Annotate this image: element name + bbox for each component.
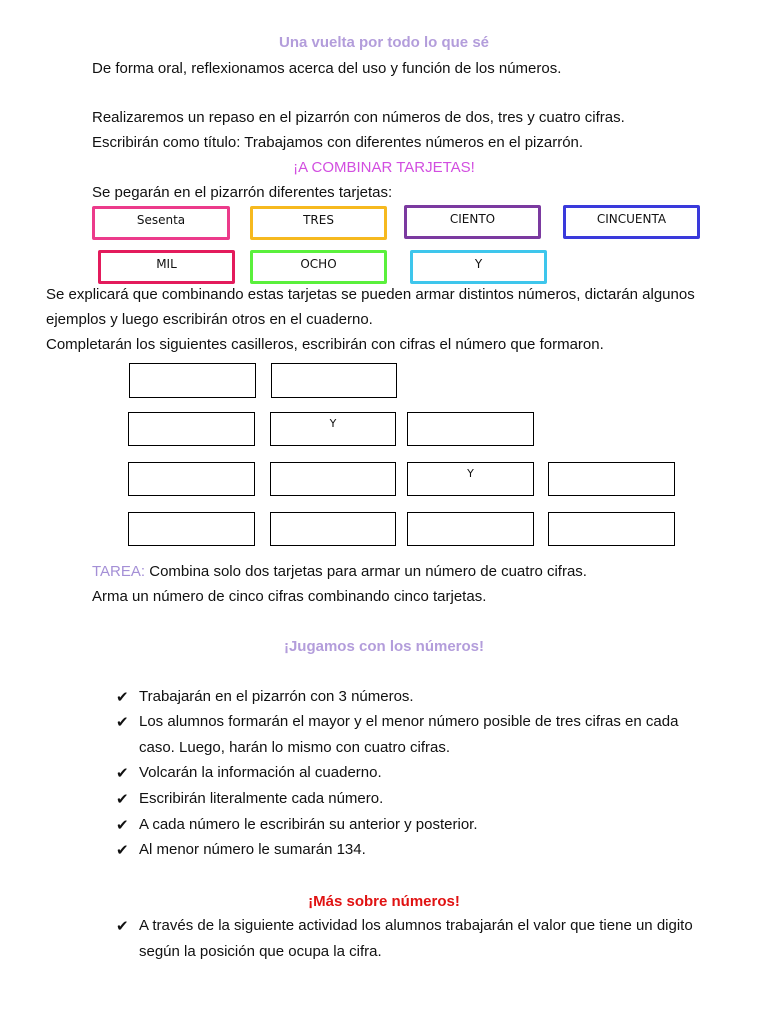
check-icon: ✔	[116, 688, 129, 706]
check-icon: ✔	[116, 764, 129, 782]
check-icon: ✔	[116, 917, 129, 935]
list-item: Al menor número le sumarán 134.	[139, 841, 366, 858]
list-item: Trabajarán en el pizarrón con 3 números.	[139, 688, 414, 705]
check-icon: ✔	[116, 790, 129, 808]
answer-box[interactable]	[407, 512, 534, 546]
tarea-line-2: Arma un número de cinco cifras combinando cinco tarjetas.	[92, 588, 487, 605]
card-sesenta: Sesenta	[92, 206, 230, 240]
list-item: A través de la siguiente actividad los alumnos trabajarán el valor que tiene un digito	[139, 917, 693, 934]
answer-box[interactable]	[270, 512, 396, 546]
check-icon: ✔	[116, 841, 129, 859]
answer-box[interactable]	[128, 462, 255, 496]
list-item: Los alumnos formarán el mayor y el menor número posible de tres cifras en cada	[139, 713, 679, 730]
tarea-line-1	[92, 563, 587, 581]
complete-text: Completarán los siguientes casilleros, escribirán con cifras el número que formaron.	[46, 336, 604, 353]
card-ocho: OCHO	[250, 250, 387, 284]
answer-box[interactable]: Y	[407, 462, 534, 496]
heading-combinar-tarjetas: ¡A COMBINAR TARJETAS!	[293, 159, 475, 176]
answer-box[interactable]	[128, 512, 255, 546]
check-icon: ✔	[116, 816, 129, 834]
answer-box[interactable]: Y	[270, 412, 396, 446]
check-icon: ✔	[116, 713, 129, 731]
heading-una-vuelta: Una vuelta por todo lo que sé	[278, 34, 490, 51]
list-item: Escribirán literalmente cada número.	[139, 790, 384, 807]
cards-intro-text: Se pegarán en el pizarrón diferentes tarjetas:	[92, 184, 393, 201]
answer-box[interactable]	[548, 462, 675, 496]
repaso-text: Realizaremos un repaso en el pizarrón con números de dos, tres y cuatro cifras.	[92, 109, 625, 126]
answer-box[interactable]	[407, 412, 534, 446]
answer-box[interactable]	[270, 462, 396, 496]
tarea-label: TAREA:	[92, 563, 146, 580]
answer-box[interactable]	[271, 363, 397, 398]
explain-line-1: Se explicará que combinando estas tarjetas se pueden armar distintos números, dictarán algunos	[46, 286, 695, 303]
list-item-continuation: según la posición que ocupa la cifra.	[139, 943, 382, 960]
card-cincuenta: CINCUENTA	[563, 205, 700, 239]
answer-box[interactable]	[548, 512, 675, 546]
card-ciento: CIENTO	[404, 205, 541, 239]
list-item: Volcarán la información al cuaderno.	[139, 764, 382, 781]
heading-jugamos: ¡Jugamos con los números!	[283, 638, 485, 655]
intro-text: De forma oral, reflexionamos acerca del uso y función de los números.	[92, 60, 562, 77]
card-y: Y	[410, 250, 547, 284]
card-mil: MIL	[98, 250, 235, 284]
heading-mas-sobre-numeros: ¡Más sobre números!	[308, 893, 460, 910]
titulo-text: Escribirán como título: Trabajamos con diferentes números en el pizarrón.	[92, 134, 584, 151]
answer-box[interactable]	[129, 363, 256, 398]
list-item: A cada número le escribirán su anterior y posterior.	[139, 816, 478, 833]
explain-line-2: ejemplos y luego escribirán otros en el cuaderno.	[46, 311, 373, 328]
answer-box[interactable]	[128, 412, 255, 446]
tarea-text: Combina solo dos tarjetas para armar un número de cuatro cifras.	[145, 563, 587, 580]
list-item-continuation: caso. Luego, harán lo mismo con cuatro cifras.	[139, 739, 450, 756]
card-tres: TRES	[250, 206, 387, 240]
